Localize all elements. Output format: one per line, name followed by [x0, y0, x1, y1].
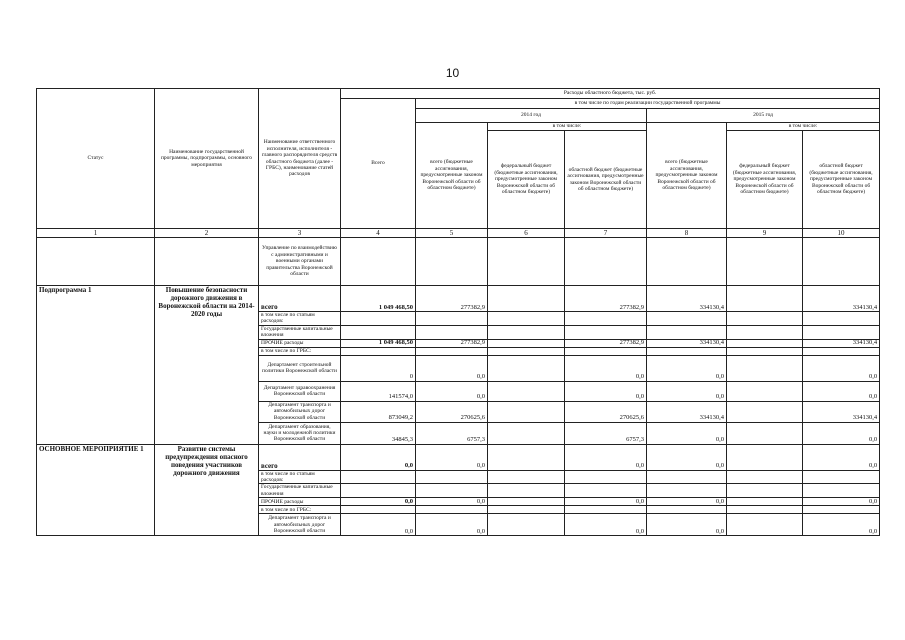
subprogram-cell-c4	[341, 325, 416, 339]
subprogram-cell-c10: 0,0	[803, 381, 880, 401]
subprogram-cell-c9	[727, 355, 803, 381]
measure-row-label: всего	[259, 444, 341, 470]
subprogram-row-label: в том числе по ГРБС:	[259, 347, 341, 355]
measure-cell-c7	[565, 470, 647, 484]
subprogram-row-label: в том числе по статьям расходов:	[259, 312, 341, 326]
subprogram-cell-c10	[803, 325, 880, 339]
header-program-name: Наименование государственной программы, подпрограммы, основного мероприятия	[155, 89, 259, 229]
subprogram-cell-c7	[565, 325, 647, 339]
measure-row-label: Департамент транспорта и автомобильных дорог Воронежской области	[259, 514, 341, 536]
subprogram-row-label: всего	[259, 286, 341, 312]
budget-table	[36, 88, 880, 536]
subprogram-cell-c4: 1 049 468,50	[341, 339, 416, 347]
measure-row-label: в том числе по статьям расходов:	[259, 470, 341, 484]
subprogram-cell-c9	[727, 401, 803, 422]
measure-cell-c10	[803, 470, 880, 484]
measure-cell-c9	[727, 498, 803, 506]
measure-row-label: в том числе по ГРБС:	[259, 506, 341, 514]
measure-cell-c5	[416, 484, 488, 498]
subprogram-cell-c8	[647, 312, 727, 326]
pre-row	[37, 238, 880, 286]
col-num-10: 10	[803, 229, 880, 238]
header-regional-2015: областной бюджет (бюджетные ассигнования, предусмотренные законом Воронежской области об областном бюджете)	[803, 131, 880, 229]
header-year-2014: 2014 год	[416, 109, 647, 123]
header-executor: Наименование ответственного исполнителя, исполнителя - главного распорядителя средств областного бюджета (далее - ГРБС), наименование статей расходов	[259, 89, 341, 229]
measure-cell-c8: 0,0	[647, 514, 727, 536]
subprogram-row-label: Департамент здравоохранения Воронежской области	[259, 381, 341, 401]
measure-cell-c4	[341, 470, 416, 484]
subprogram-cell-c5: 277382,9	[416, 339, 488, 347]
measure-cell-c6	[488, 498, 565, 506]
subprogram-row-label: Государственные капитальные вложения	[259, 325, 341, 339]
header-all-2015: всего (бюджетные ассигнования, предусмотренные законом Воронежской области об областном бюджете)	[647, 123, 727, 229]
measure-cell-c8: 0,0	[647, 444, 727, 470]
measure-cell-c6	[488, 514, 565, 536]
subprogram-cell-c4	[341, 347, 416, 355]
measure-cell-c10: 0,0	[803, 514, 880, 536]
subprogram-cell-c6	[488, 381, 565, 401]
subprogram-cell-c10: 334130,4	[803, 286, 880, 312]
subprogram-cell-c9	[727, 286, 803, 312]
subprogram-status: Подпрограмма 1	[37, 286, 155, 445]
col-num-9: 9	[727, 229, 803, 238]
subprogram-cell-c5: 0,0	[416, 381, 488, 401]
measure-cell-c5: 0,0	[416, 444, 488, 470]
measure-cell-c8	[647, 506, 727, 514]
header-all-2014: всего (бюджетные ассигнования, предусмотренные законом Воронежской области об областном бюджете)	[416, 123, 488, 229]
col-num-7: 7	[565, 229, 647, 238]
header-year-2015: 2015 год	[647, 109, 880, 123]
subprogram-row-label: Департамент строительной политики Воронежской области	[259, 355, 341, 381]
subprogram-cell-c8	[647, 347, 727, 355]
subprogram-row-label: Департамент транспорта и автомобильных дорог Воронежской области	[259, 401, 341, 422]
measure-cell-c9	[727, 484, 803, 498]
measure-cell-c7: 0,0	[565, 514, 647, 536]
measure-cell-c8: 0,0	[647, 498, 727, 506]
subprogram-cell-c10: 0,0	[803, 355, 880, 381]
header-total: Всего	[341, 99, 416, 229]
subprogram-cell-c5: 277382,9	[416, 286, 488, 312]
measure-cell-c4: 0,0	[341, 498, 416, 506]
subprogram-cell-c7: 6757,3	[565, 422, 647, 444]
measure-cell-c4: 0,0	[341, 514, 416, 536]
column-numbers-row	[37, 229, 880, 238]
measure-cell-c5: 0,0	[416, 514, 488, 536]
measure-cell-c6	[488, 470, 565, 484]
subprogram-cell-c9	[727, 312, 803, 326]
measure-cell-c8	[647, 484, 727, 498]
subprogram-cell-c8: 0,0	[647, 381, 727, 401]
subprogram-cell-c10: 334130,4	[803, 339, 880, 347]
subprogram-cell-c5	[416, 325, 488, 339]
measure-row	[37, 444, 880, 470]
subprogram-cell-c10: 334130,4	[803, 401, 880, 422]
measure-cell-c9	[727, 514, 803, 536]
measure-cell-c6	[488, 506, 565, 514]
subprogram-cell-c6	[488, 422, 565, 444]
subprogram-cell-c7	[565, 347, 647, 355]
pre-row-executor: Управление по взаимодействию с административными и военными органами правительства Воронежской области	[259, 238, 341, 286]
measure-cell-c4: 0,0	[341, 444, 416, 470]
col-num-1: 1	[37, 229, 155, 238]
subprogram-cell-c10: 0,0	[803, 422, 880, 444]
measure-cell-c10: 0,0	[803, 444, 880, 470]
subprogram-cell-c6	[488, 339, 565, 347]
subprogram-cell-c4	[341, 312, 416, 326]
subprogram-cell-c8: 0,0	[647, 422, 727, 444]
measure-cell-c5	[416, 506, 488, 514]
subprogram-cell-c9	[727, 325, 803, 339]
subprogram-cell-c8: 334130,4	[647, 286, 727, 312]
col-num-4: 4	[341, 229, 416, 238]
subprogram-cell-c4: 0	[341, 355, 416, 381]
header-including-2014: в том числе:	[488, 123, 647, 131]
subprogram-row	[37, 286, 880, 312]
subprogram-cell-c8	[647, 325, 727, 339]
measure-status: ОСНОВНОЕ МЕРОПРИЯТИЕ 1	[37, 444, 155, 536]
col-num-8: 8	[647, 229, 727, 238]
measure-cell-c10	[803, 506, 880, 514]
subprogram-cell-c6	[488, 401, 565, 422]
subprogram-cell-c6	[488, 355, 565, 381]
measure-row-label: Государственные капитальные вложения	[259, 484, 341, 498]
col-num-2: 2	[155, 229, 259, 238]
subprogram-cell-c9	[727, 339, 803, 347]
measure-cell-c5	[416, 470, 488, 484]
measure-cell-c9	[727, 506, 803, 514]
subprogram-cell-c5: 6757,3	[416, 422, 488, 444]
measure-cell-c4	[341, 506, 416, 514]
measure-cell-c7: 0,0	[565, 498, 647, 506]
measure-cell-c4	[341, 484, 416, 498]
header-including-2015: в том числе:	[727, 123, 880, 131]
subprogram-cell-c8: 334130,4	[647, 401, 727, 422]
header-status: Статус	[37, 89, 155, 229]
subprogram-cell-c6	[488, 312, 565, 326]
subprogram-cell-c9	[727, 347, 803, 355]
subprogram-row-label: ПРОЧИЕ расходы	[259, 339, 341, 347]
page-number: 10	[445, 66, 460, 80]
col-num-6: 6	[488, 229, 565, 238]
subprogram-cell-c6	[488, 347, 565, 355]
subprogram-cell-c7: 277382,9	[565, 339, 647, 347]
subprogram-cell-c5: 270625,6	[416, 401, 488, 422]
measure-cell-c6	[488, 484, 565, 498]
subprogram-cell-c5: 0,0	[416, 355, 488, 381]
measure-cell-c10	[803, 484, 880, 498]
header-federal-2015: федеральный бюджет (бюджетные ассигнования, предусмотренные законом Воронежской области об областном бюджете)	[727, 131, 803, 229]
subprogram-cell-c4: 873049,2	[341, 401, 416, 422]
subprogram-cell-c5	[416, 312, 488, 326]
header-federal-2014: федеральный бюджет (бюджетные ассигнования, предусмотренные законом Воронежской области об областном бюджете)	[488, 131, 565, 229]
header-by-years: в том числе по годам реализации государственной программы	[416, 99, 880, 109]
subprogram-cell-c4: 1 049 468,50	[341, 286, 416, 312]
subprogram-cell-c4: 141574,0	[341, 381, 416, 401]
measure-cell-c5: 0,0	[416, 498, 488, 506]
subprogram-cell-c8: 334130,4	[647, 339, 727, 347]
measure-cell-c9	[727, 444, 803, 470]
col-num-5: 5	[416, 229, 488, 238]
measure-cell-c7	[565, 484, 647, 498]
subprogram-cell-c8: 0,0	[647, 355, 727, 381]
subprogram-cell-c4: 34845,3	[341, 422, 416, 444]
measure-cell-c8	[647, 470, 727, 484]
subprogram-cell-c10	[803, 312, 880, 326]
subprogram-cell-c7: 0,0	[565, 381, 647, 401]
measure-cell-c10: 0,0	[803, 498, 880, 506]
measure-cell-c9	[727, 470, 803, 484]
subprogram-cell-c6	[488, 286, 565, 312]
subprogram-row-label: Департамент образования, науки и молодежной политики Воронежской области	[259, 422, 341, 444]
col-num-3: 3	[259, 229, 341, 238]
subprogram-cell-c5	[416, 347, 488, 355]
measure-row-label: ПРОЧИЕ расходы	[259, 498, 341, 506]
measure-cell-c7: 0,0	[565, 444, 647, 470]
subprogram-cell-c9	[727, 422, 803, 444]
header-expenses-title: Расходы областного бюджета, тыс. руб.	[341, 89, 880, 99]
subprogram-cell-c7: 0,0	[565, 355, 647, 381]
subprogram-cell-c7	[565, 312, 647, 326]
subprogram-cell-c6	[488, 325, 565, 339]
subprogram-cell-c7: 270625,6	[565, 401, 647, 422]
subprogram-cell-c10	[803, 347, 880, 355]
subprogram-cell-c7: 277382,9	[565, 286, 647, 312]
subprogram-cell-c9	[727, 381, 803, 401]
subprogram-name: Повышение безопасности дорожного движения в Воронежской области на 2014-2020 годы	[155, 286, 259, 445]
measure-cell-c6	[488, 444, 565, 470]
measure-cell-c7	[565, 506, 647, 514]
measure-name: Развитие системы предупреждения опасного поведения участников дорожного движения	[155, 444, 259, 536]
header-regional-2014: областной бюджет (бюджетные ассигнования, предусмотренные законом Воронежской области об областном бюджете)	[565, 131, 647, 229]
